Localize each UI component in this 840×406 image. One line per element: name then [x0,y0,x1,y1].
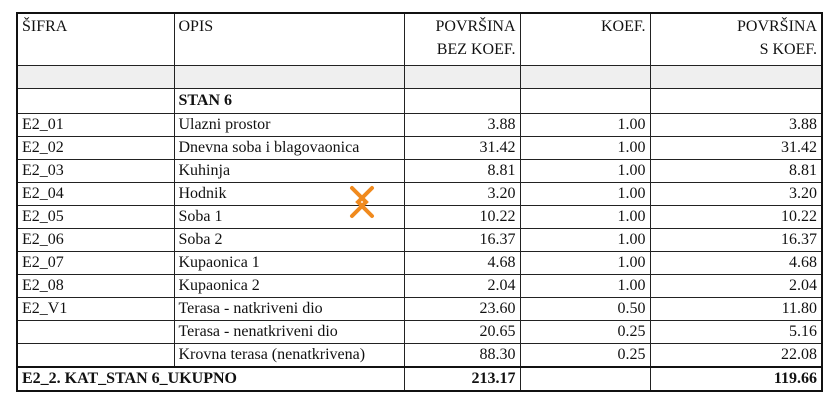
cell-povrsina-bez-koef: 31.42 [404,137,520,160]
section-cell-empty [404,89,520,114]
cell-sifra: E2_07 [17,252,174,275]
cell-opis: Terasa - natkriveni dio [174,298,404,321]
table-row [17,114,822,137]
cell-povrsina-bez-koef: 10.22 [404,206,520,229]
spacer-cell [404,66,520,89]
cell-povrsina-bez-koef: 4.68 [404,252,520,275]
header-povrsina-bez-line2: BEZ KOEF. [436,41,516,58]
cell-opis: Kuhinja [174,160,404,183]
section-cell-empty [650,89,822,114]
total-row [17,367,822,391]
cell-sifra [17,321,174,344]
cell-opis: Kupaonica 1 [174,252,404,275]
cell-povrsina-s-koef: 2.04 [650,275,822,298]
cell-koef: 0.25 [520,321,650,344]
cell-opis: Ulazni prostor [174,114,404,137]
cell-opis: Terasa - nenatkriveni dio [174,321,404,344]
cell-povrsina-s-koef: 5.16 [650,321,822,344]
table-row [17,321,822,344]
header-povrsina-s-line2: S KOEF. [759,41,817,58]
section-cell-empty [17,89,174,114]
cell-povrsina-s-koef: 22.08 [650,344,822,368]
total-label: E2_2. KAT_STAN 6_UKUPNO [17,367,404,391]
cell-opis: Kupaonica 2 [174,275,404,298]
table-row [17,183,822,206]
header-povrsina-bez-line1: POVRŠINA [435,18,516,35]
table-row [17,275,822,298]
cell-koef: 1.00 [520,229,650,252]
total-povrsina-s-koef: 119.66 [650,367,822,391]
section-cell-empty [520,89,650,114]
cell-povrsina-s-koef: 16.37 [650,229,822,252]
spacer-cell [174,66,404,89]
cell-povrsina-bez-koef: 23.60 [404,298,520,321]
table-row [17,344,822,368]
cell-opis: Krovna terasa (nenatkrivena) [174,344,404,368]
cell-koef: 1.00 [520,252,650,275]
cell-sifra: E2_02 [17,137,174,160]
section-row [17,89,822,114]
cell-povrsina-s-koef: 11.80 [650,298,822,321]
table-row [17,252,822,275]
cell-koef: 1.00 [520,137,650,160]
cell-povrsina-bez-koef: 20.65 [404,321,520,344]
cell-povrsina-s-koef: 3.88 [650,114,822,137]
cell-koef: 0.25 [520,344,650,368]
cell-koef: 1.00 [520,275,650,298]
area-table [16,12,823,392]
cell-koef: 1.00 [520,114,650,137]
cell-sifra: E2_03 [17,160,174,183]
cell-povrsina-s-koef: 31.42 [650,137,822,160]
table-row [17,137,822,160]
header-row [17,13,822,66]
cell-povrsina-bez-koef: 16.37 [404,229,520,252]
header-povrsina-s-koef [650,13,822,66]
cell-sifra: E2_08 [17,275,174,298]
cell-povrsina-s-koef: 4.68 [650,252,822,275]
cell-koef: 1.00 [520,160,650,183]
cell-povrsina-s-koef: 8.81 [650,160,822,183]
header-povrsina-s-line1: POVRŠINA [736,18,817,35]
spacer-cell [520,66,650,89]
cell-povrsina-bez-koef: 2.04 [404,275,520,298]
cell-sifra: E2_06 [17,229,174,252]
area-table-sheet [16,12,823,392]
total-koef-empty [520,367,650,391]
cell-sifra: E2_04 [17,183,174,206]
cell-opis: Dnevna soba i blagovaonica [174,137,404,160]
header-opis: OPIS [174,13,404,66]
cell-sifra [17,344,174,368]
cell-opis: Hodnik [174,183,404,206]
cell-povrsina-bez-koef: 88.30 [404,344,520,368]
cell-opis: Soba 2 [174,229,404,252]
cell-povrsina-bez-koef: 3.20 [404,183,520,206]
cell-povrsina-bez-koef: 3.88 [404,114,520,137]
total-povrsina-bez-koef: 213.17 [404,367,520,391]
spacer-cell [650,66,822,89]
cell-sifra: E2_V1 [17,298,174,321]
cell-povrsina-s-koef: 10.22 [650,206,822,229]
cell-sifra: E2_05 [17,206,174,229]
cell-koef: 1.00 [520,183,650,206]
cell-povrsina-bez-koef: 8.81 [404,160,520,183]
header-sifra: ŠIFRA [17,13,174,66]
spacer-cell [17,66,174,89]
table-row [17,206,822,229]
table-row [17,298,822,321]
spacer-row [17,66,822,89]
cell-opis: Soba 1 [174,206,404,229]
header-koef: KOEF. [520,13,650,66]
cell-povrsina-s-koef: 3.20 [650,183,822,206]
cell-sifra: E2_01 [17,114,174,137]
header-povrsina-bez-koef [404,13,520,66]
cell-koef: 1.00 [520,206,650,229]
cell-koef: 0.50 [520,298,650,321]
table-row [17,160,822,183]
table-row [17,229,822,252]
section-title: STAN 6 [174,89,404,114]
